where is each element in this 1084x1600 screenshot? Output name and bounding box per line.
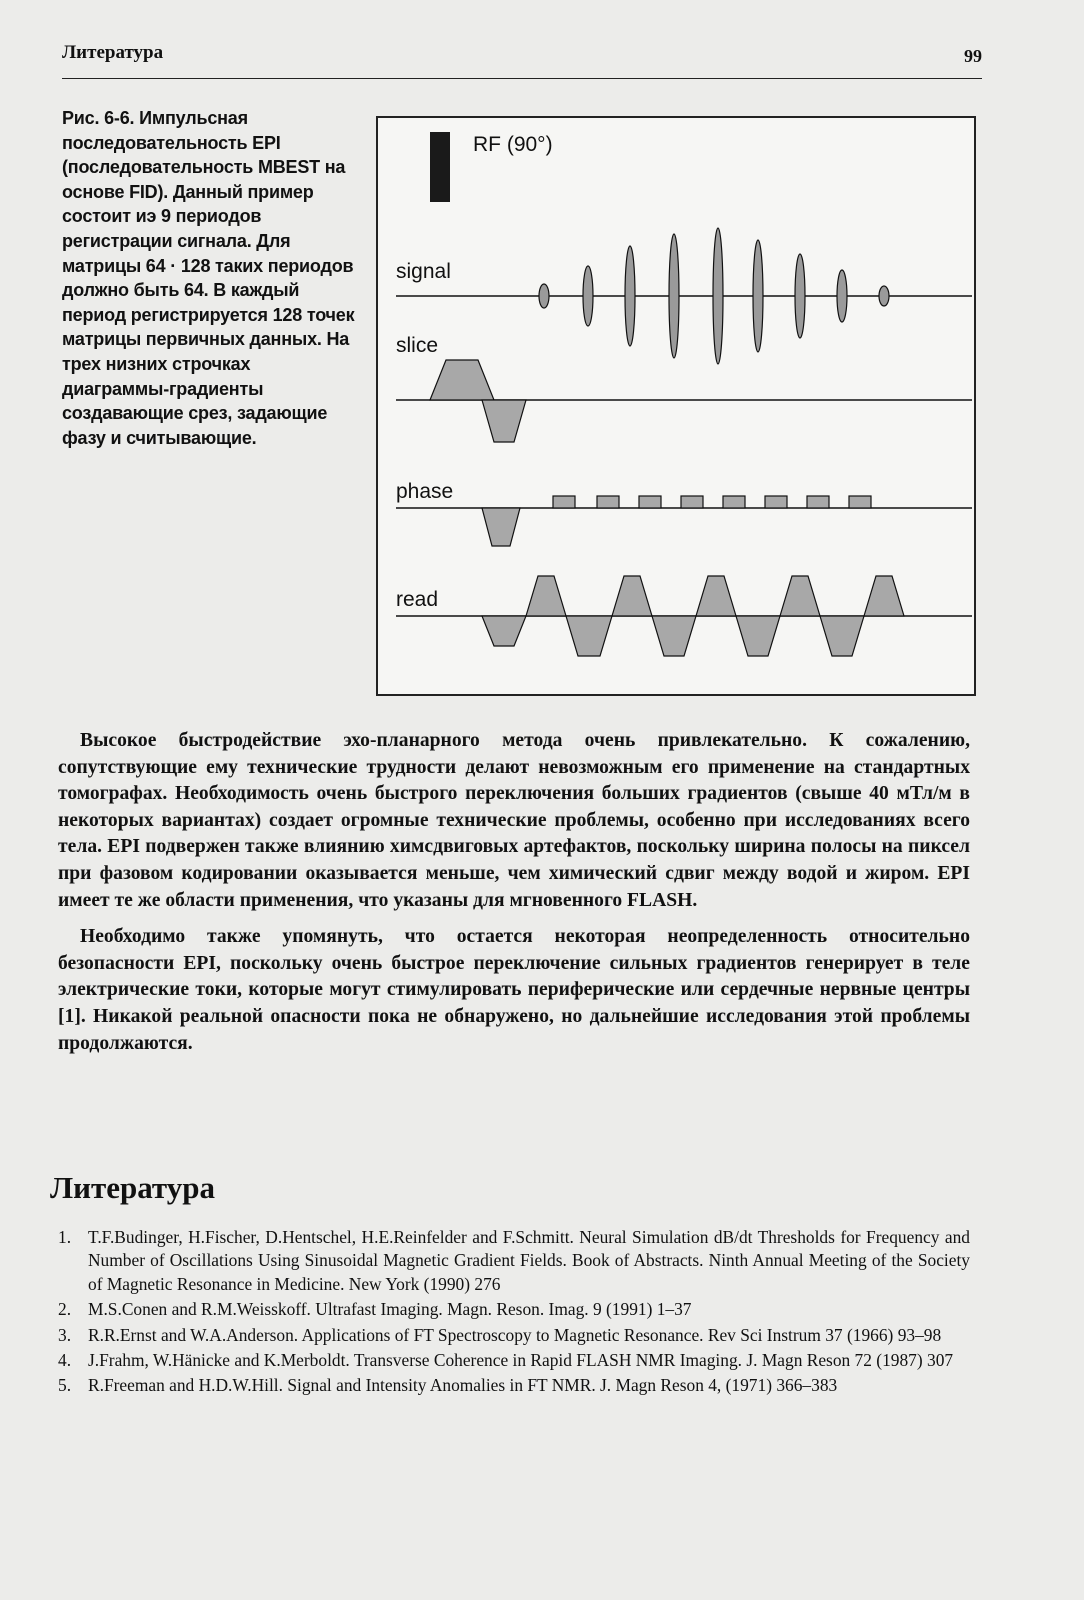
signal-label: signal — [396, 260, 451, 283]
figure-caption-text: Импульсная последовательность EPI (последовательность MBEST на основе FID). Данный пример состоит иэ 9 периодов регистрации сигнала. Для матрицы 64 · 128 таких периодов должно быть 64. В каждый период регистрируется 128 точек матрицы первичных данных. На трех низних строчках диаграммы-градиенты создавающие срез, задающие фазу и считывающие. — [62, 108, 355, 448]
signal-echo-7 — [795, 254, 805, 338]
reference-item-4 — [58, 1349, 970, 1372]
reference-list — [58, 1226, 970, 1400]
read-positive-lobe-1 — [526, 576, 566, 616]
read-positive-lobe-4 — [780, 576, 820, 616]
reference-number: 4. — [58, 1350, 72, 1371]
rf-label: RF (90°) — [473, 133, 553, 156]
phase-blip-8 — [849, 496, 871, 508]
reference-text: J.Frahm, W.Hänicke and K.Merboldt. Transverse Coherence in Rapid FLASH NMR Imaging. J. Magn Reson 72 (1987) 307 — [88, 1350, 954, 1371]
read-negative-lobe-1 — [566, 616, 612, 656]
reference-item-1 — [58, 1226, 970, 1296]
signal-echo-5 — [713, 228, 723, 364]
read-prephase-lobe — [482, 616, 526, 646]
phase-blip-2 — [597, 496, 619, 508]
signal-echo-8 — [837, 270, 847, 322]
reference-text: R.R.Ernst and W.A.Anderson. Applications of FT Spectroscopy to Magnetic Resonance. Rev Sci Instrum 37 (1966) 93–98 — [88, 1324, 942, 1345]
phase-blip-4 — [681, 496, 703, 508]
page-number: 99 — [964, 46, 982, 66]
pulse-sequence-svg — [378, 118, 974, 694]
read-positive-lobe-5 — [864, 576, 904, 616]
reference-item-3 — [58, 1324, 970, 1347]
read-negative-lobe-2 — [652, 616, 696, 656]
signal-echo-4 — [669, 234, 679, 358]
pulse-sequence-diagram — [376, 116, 976, 696]
body-paragraph-2: Необходимо также упомянуть, что остается некоторая неопределенность относительно безопасности EPI, поскольку очень быстрое переключение сильных градиентов генерирует в теле электрические токи, которые могут стимулировать периферические или сердечные нервные центры [1]. Никакой реальной опасности пока не обнаружено, но дальнейшие исследования этой проблемы продолжаются. — [58, 926, 970, 1054]
signal-echo-9 — [879, 286, 889, 306]
phase-blip-6 — [765, 496, 787, 508]
rf-pulse — [430, 132, 450, 202]
read-negative-lobe-3 — [736, 616, 780, 656]
read-label: read — [396, 588, 439, 611]
reference-number: 2. — [58, 1299, 72, 1320]
figure-caption-label: Рис. 6-6. — [62, 108, 135, 128]
reference-number: 5. — [58, 1375, 72, 1396]
phase-blip-5 — [723, 496, 745, 508]
phase-blip-3 — [639, 496, 661, 508]
body-paragraph-1: Высокое быстродействие эхо-планарного метода очень привлекательно. К сожалению, сопутствующие ему технические трудности делают невозможным его применение на стандартных томографах. Необходимость очень быстрого переключения больших градиентов (свыше 40 мТл/м в некоторых вариантах) создает огромные технические проблемы, особенно при исследованиях всего тела. EPI подвержен также влиянию химсдвиговых артефактов, поскольку ширина полосы на пиксел при фазовом кодировании оказывается меньше, чем химический сдвиг между водой и жиром. EPI имеет те же области применения, что указаны для мгновенного FLASH. — [58, 730, 970, 911]
phase-blip-1 — [553, 496, 575, 508]
phase-blip-7 — [807, 496, 829, 508]
signal-echo-6 — [753, 240, 763, 352]
read-positive-lobe-2 — [612, 576, 652, 616]
signal-echo-3 — [625, 246, 635, 346]
reference-text: R.Freeman and H.D.W.Hill. Signal and Intensity Anomalies in FT NMR. J. Magn Reson 4, (1971) 366–383 — [88, 1375, 838, 1396]
signal-echo-2 — [583, 266, 593, 326]
running-head-title: Литература — [62, 42, 164, 63]
signal-echo-1 — [539, 284, 549, 308]
reference-number: 3. — [58, 1324, 72, 1345]
slice-select-lobe — [430, 360, 494, 400]
read-positive-lobe-3 — [696, 576, 736, 616]
running-head — [62, 38, 982, 79]
reference-text: M.S.Conen and R.M.Weisskoff. Ultrafast Imaging. Magn. Reson. Imag. 9 (1991) 1–37 — [88, 1299, 692, 1320]
figure-caption — [62, 106, 362, 450]
slice-rephase-lobe — [482, 400, 526, 442]
reference-item-5 — [58, 1374, 970, 1397]
reference-number: 1. — [58, 1227, 72, 1247]
reference-text: T.F.Budinger, H.Fischer, D.Hentschel, H.E.Reinfelder and F.Schmitt. Neural Simulation dB/dt Thresholds for Frequency and Number of Oscillations Using Sinusoidal Magnetic Gradient Fields. Book of Abstracts. Ninth Annual Meeting of the Society of Magnetic Resonance in Medicine. New York (1990) 276 — [88, 1227, 970, 1294]
body-text — [58, 728, 970, 1057]
slice-label: slice — [396, 334, 439, 357]
phase-prephase-lobe — [482, 508, 520, 546]
reference-item-2 — [58, 1298, 970, 1321]
read-negative-lobe-4 — [820, 616, 864, 656]
references-heading: Литература — [50, 1170, 215, 1205]
phase-label: phase — [396, 480, 454, 503]
